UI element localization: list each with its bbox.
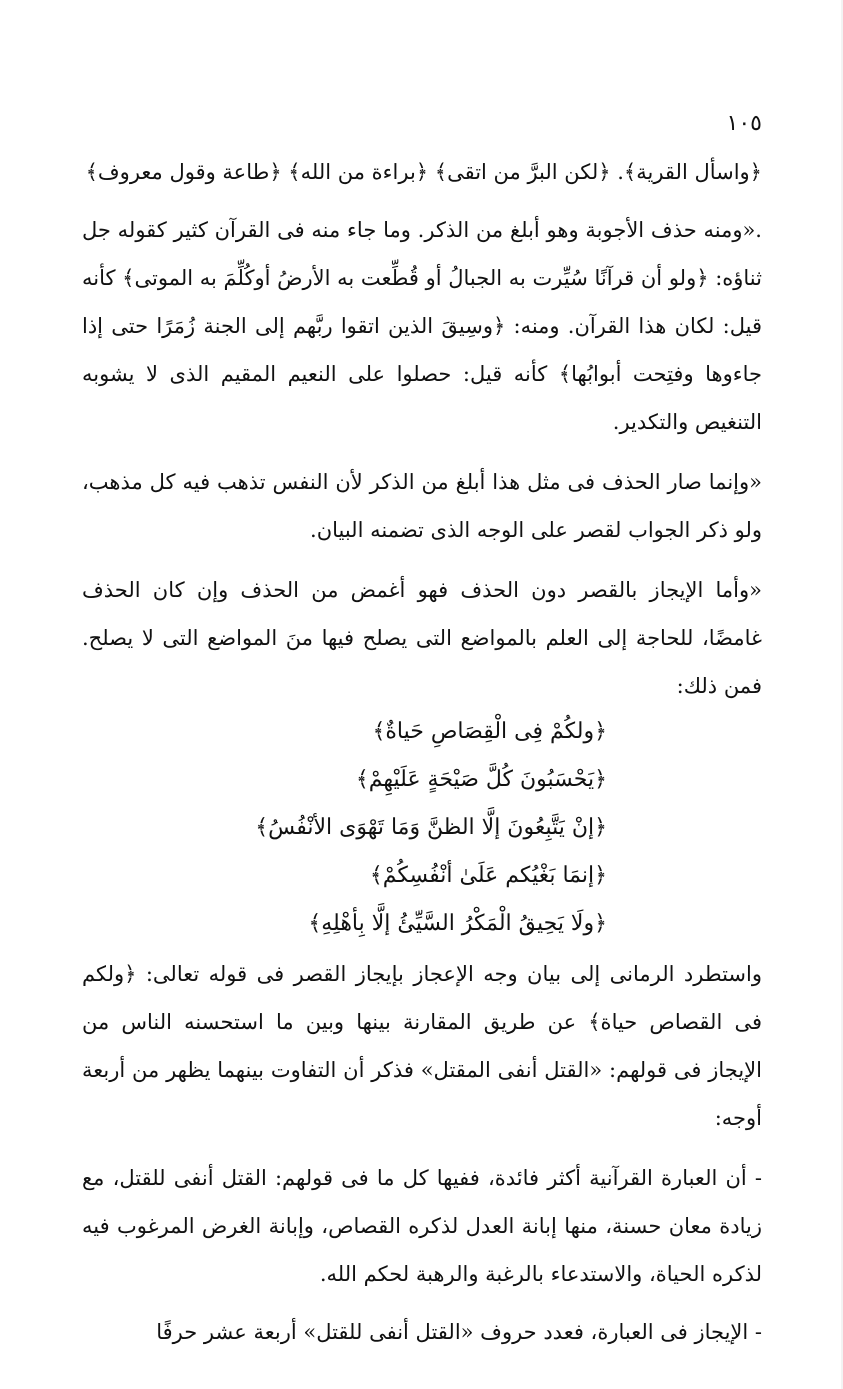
paragraph-why-omission: «وإنما صار الحذف فى مثل هذا أبلغ من الذكر لأن النفس تذهب فيه كل مذهب، ولو ذكر الجواب لقصر على الوجه الذى تضمنه البيان.	[82, 470, 762, 542]
paragraph-quran-examples: ﴿واسأل القرية﴾. ﴿لكن البرَّ من اتقى﴾ ﴿براءة من الله﴾ ﴿طاعة وقول معروف﴾	[85, 160, 762, 184]
paragraph-omission-answers: .«ومنه حذف الأجوبة وهو أبلغ من الذكر. وما جاء منه فى القرآن كثير كقوله جل ثناؤه: ﴿ولو أن قرآنًا سُيِّرت به الجبالُ أو قُطِّعت به الأرضُ أوكُلِّمَ به الموتى﴾ كأنه قيل: لكان هذا القرآن. ومنه: ﴿وسِيقَ الذين اتقوا ربَّهم إلى الجنة زُمَرًا حتى إذا جاءوها وفتِحت أبوابُها﴾ كأنه قيل: حصلوا على النعيم المقيم الذى لا يشوبه التنغيص والتكدير.	[82, 218, 762, 434]
quran-verse-list	[82, 708, 762, 948]
paragraph-rummani-comparison: واستطرد الرمانى إلى بيان وجه الإعجاز بإيجاز القصر فى قوله تعالى: ﴿ولكم فى القصاص حياة﴾ عن طريق المقارنة بينها وبين ما استحسنه الناس من الإيجاز فى قولهم: «القتل أنفى المقتل» فذكر أن التفاوت بينهما يظهر من أربعة أوجه:	[82, 962, 762, 1130]
quran-verse: ﴿إنمَا بَغْيُكم عَلَىٰ أنْفُسِكُمْ﴾	[369, 863, 607, 888]
quran-verse: ﴿ولَا يَحِيقُ الْمَكْرُ السَّيِّئُ إلَّا بِأهْلِهِ﴾	[308, 911, 607, 936]
page-content	[82, 108, 762, 1366]
bullet-more-benefit: - أن العبارة القرآنية أكثر فائدة، ففيها كل ما فى قولهم: القتل أنفى للقتل، مع زيادة معان حسنة، منها إبانة العدل لذكره القصاص، وإبانة الغرض المرغوب فيه لذكره الحياة، والاستدعاء بالرغبة والرهبة لحكم الله.	[82, 1166, 762, 1286]
quran-verse: ﴿إنْ يَتَّبِعُونَ إلَّا الظنَّ وَمَا تَهْوَى الأنْفُسُ﴾	[255, 815, 607, 840]
quran-verse: ﴿ولكُمْ فِى الْقِصَاصِ حَياةٌ﴾	[372, 719, 607, 744]
page-number: ١٠٥	[726, 111, 762, 136]
quran-verse: ﴿يَحْسَبُونَ كُلَّ صَيْحَةٍ عَلَيْهِمْ﴾	[355, 767, 607, 792]
bullet-brevity-expression: - الإيجاز فى العبارة، فعدد حروف «القتل أنفى للقتل» أربعة عشر حرفًا	[156, 1320, 762, 1344]
paragraph-gap	[82, 196, 762, 206]
paragraph-brevity-by-restriction: «وأما الإيجاز بالقصر دون الحذف فهو أغمض من الحذف وإن كان الحذف غامضًا، للحاجة إلى العلم بالمواضع التى يصلح فيها منَ المواضع التى لا يصلح. فمن ذلك:	[82, 578, 762, 698]
